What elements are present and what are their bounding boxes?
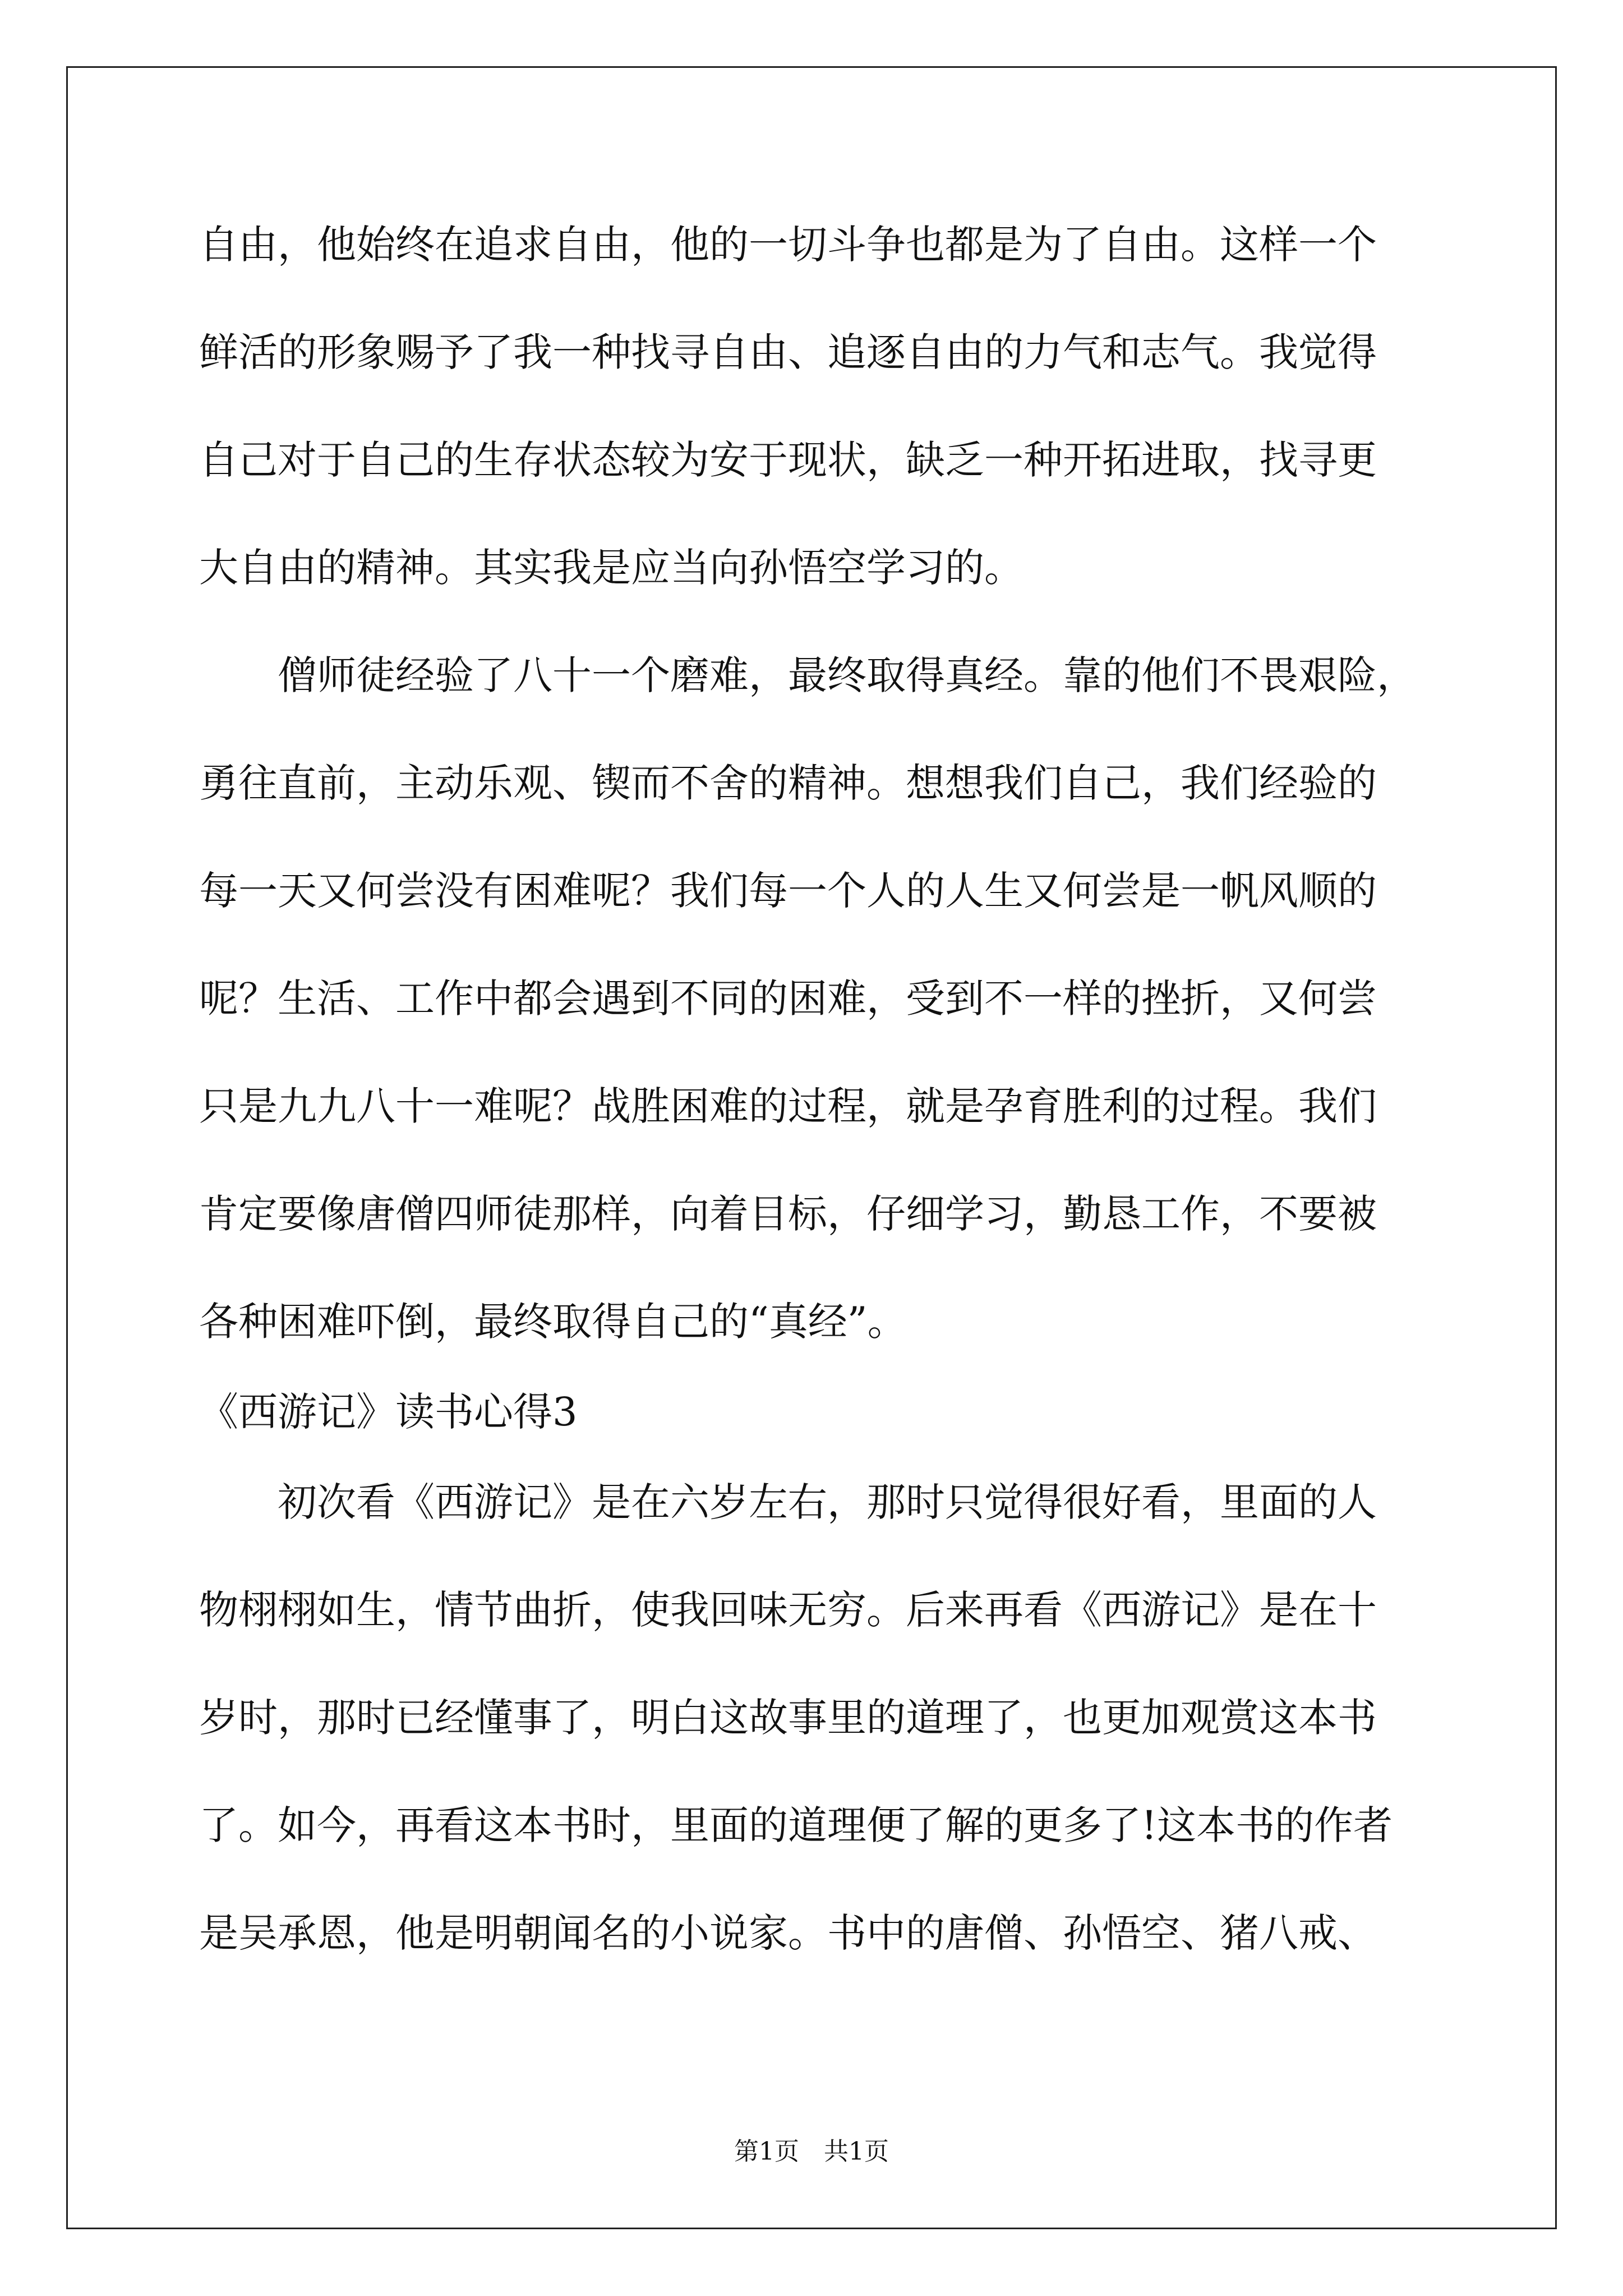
text-line: 是吴承恩，他是明朝闻名的小说家。书中的唐僧、孙悟空、猪八戒、 — [199, 1910, 1377, 1956]
text-line: 呢？生活、工作中都会遇到不同的困难，受到不一样的挫折，又何尝 — [199, 976, 1377, 1022]
text-line: 勇往直前，主动乐观、锲而不舍的精神。想想我们自己，我们经验的 — [199, 760, 1377, 806]
text-line: 大自由的精神。其实我是应当向孙悟空学习的。 — [199, 545, 1023, 591]
text-line: 每一天又何尝没有困难呢？我们每一个人的人生又何尝是一帆风顺的 — [199, 868, 1377, 914]
text-line: 鲜活的形象赐予了我一种找寻自由、追逐自由的力气和志气。我觉得 — [199, 329, 1377, 375]
text-line: 初次看《西游记》是在六岁左右，那时只觉得很好看，里面的人 — [199, 1479, 1377, 1525]
text-line: 肯定要像唐僧四师徒那样，向着目标，仔细学习，勤恳工作，不要被 — [199, 1191, 1377, 1237]
text-line: 岁时，那时已经懂事了，明白这故事里的道理了，也更加观赏这本书 — [199, 1695, 1377, 1741]
text-line: 僧师徒经验了八十一个磨难，最终取得真经。靠的他们不畏艰险， — [199, 652, 1416, 698]
text-line: 物栩栩如生，情节曲折，使我回味无穷。后来再看《西游记》是在十 — [199, 1587, 1377, 1633]
text-line: 了。如今，再看这本书时，里面的道理便了解的更多了!这本书的作者 — [199, 1802, 1393, 1848]
text-line: 自由，他始终在追求自由，他的一切斗争也都是为了自由。这样一个 — [199, 222, 1377, 268]
page-number-footer: 第1页 共1页 — [734, 2137, 889, 2166]
text-line: 只是九九八十一难呢？战胜困难的过程，就是孕育胜利的过程。我们 — [199, 1083, 1377, 1129]
text-line: 各种困难吓倒，最终取得自己的“真经”。 — [199, 1299, 907, 1345]
page-border — [66, 66, 1557, 2229]
section-heading: 《西游记》读书心得3 — [199, 1389, 578, 1435]
text-line: 自己对于自己的生存状态较为安于现状，缺乏一种开拓进取，找寻更 — [199, 437, 1377, 483]
